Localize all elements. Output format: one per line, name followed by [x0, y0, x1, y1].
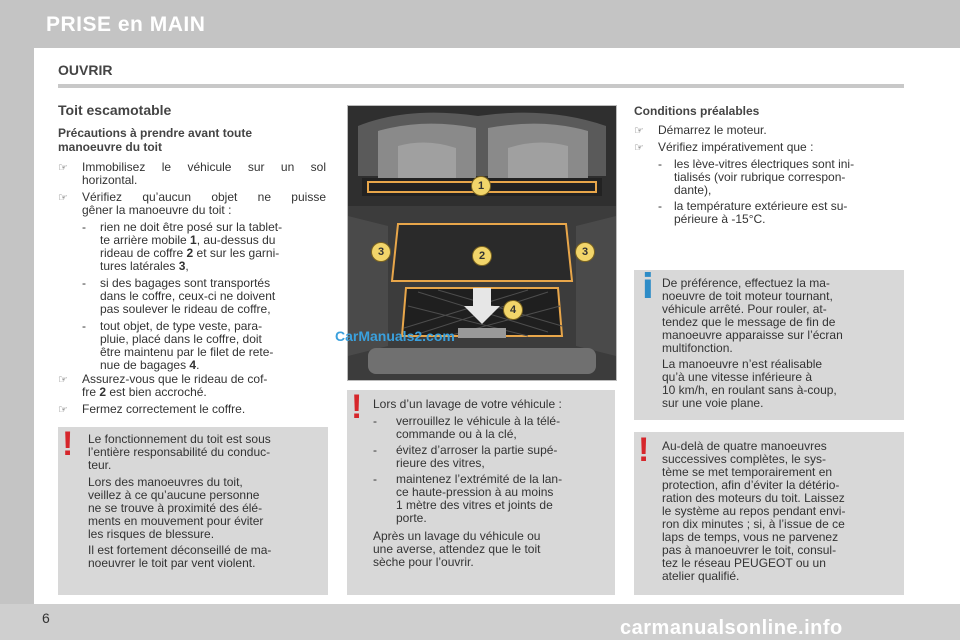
dash: -: [658, 199, 662, 213]
callout-3-left: 3: [371, 242, 391, 262]
hand-pointer-icon: ☞: [634, 125, 644, 137]
warning-left-p2: Lors des manoeuvres du toit, veillez à ce qu’aucune personne ne se trouve à proximité des élé- ments en mouvement pour éviter les risques de blessure.: [88, 475, 264, 541]
left-dash-1-line4: tures latérales 3,: [100, 259, 189, 273]
warning-mid-dash-1: verrouillez le véhicule à la télé- commande ou à la clé,: [396, 414, 561, 441]
section-divider: [58, 84, 904, 88]
dash: -: [373, 443, 377, 457]
hand-pointer-icon: ☞: [58, 192, 68, 204]
hand-pointer-icon: ☞: [58, 404, 68, 416]
left-subheading-line1: Précautions à prendre avant toute: [58, 126, 253, 140]
photo-watermark: CarManuals2.com: [335, 328, 455, 344]
warning-mid-intro: Lors d’un lavage de votre véhicule :: [373, 397, 562, 411]
right-heading: Conditions préalables: [634, 104, 760, 118]
right-dash-1: les lève-vitres électriques sont ini- tialisés (voir rubrique correspon- dante),: [674, 157, 855, 197]
dash: -: [82, 276, 86, 290]
hand-pointer-icon: ☞: [58, 374, 68, 386]
right-bullet-2: Vérifiez impérativement que :: [658, 140, 814, 154]
warning-mid-end: Après un lavage du véhicule ou une averse, attendez que le toit sèche pour l’ouvrir.: [373, 529, 541, 569]
page-number: 6: [42, 610, 50, 626]
section-title: OUVRIR: [58, 62, 113, 78]
exclamation-icon: !: [62, 425, 74, 463]
left-subheading-line2: manoeuvre du toit: [58, 140, 163, 154]
left-bullet-2-line1: Vérifiez qu’aucun objet ne puisse: [82, 190, 326, 204]
left-dash-3-line3: être maintenu par le filet de rete-: [100, 345, 274, 359]
warning-left-p3: Il est fortement déconseillé de ma- noeuvrer le toit par vent violent.: [88, 543, 272, 570]
left-dash-2-line2: dans le coffre, ceux-ci ne doivent: [100, 289, 276, 303]
left-dash-2-line3: pas soulever le rideau de coffre,: [100, 302, 271, 316]
callout-4: 4: [503, 300, 523, 320]
right-bullet-1: Démarrez le moteur.: [658, 123, 767, 137]
side-band: [0, 48, 34, 608]
callout-1: 1: [471, 176, 491, 196]
left-bullet-1-line1: Immobilisez le véhicule sur un sol: [82, 160, 326, 174]
left-dash-1-line1: rien ne doit être posé sur la tablet-: [100, 220, 283, 234]
dash: -: [373, 472, 377, 486]
info-p1: De préférence, effectuez la ma- noeuvre de toit moteur tournant, véhicule arrêté. Pour rouler, at- tendez que le message de fin de manoeuvre apparaisse sur l’écran multifonction.: [662, 276, 843, 355]
exclamation-icon: !: [638, 431, 650, 469]
warning-left-p1: Le fonctionnement du toit est sous l’entière responsabilité du conduc- teur.: [88, 432, 271, 472]
warning-right-p1: Au-delà de quatre manoeuvres successives complètes, le sys- tème se met temporairement en protection, afin d’éviter la détério- ration des moteurs du toit. Laissez le système au repos pendant envi- ron dix minutes ; si, à l’issue de ce laps de temps, vous ne parvenez pas à manoeuvrer le toit, consul- tez le réseau PEUGEOT ou un atelier qualifié.: [662, 439, 846, 583]
warning-mid-dash-2: évitez d’arroser la partie supé- rieure des vitres,: [396, 443, 558, 470]
info-icon: i: [642, 267, 654, 307]
dash: -: [658, 157, 662, 171]
footer-watermark: carmanualsonline.info: [620, 617, 843, 639]
left-dash-1-line2: te arrière mobile 1, au-dessus du: [100, 233, 276, 247]
callout-3-right: 3: [575, 242, 595, 262]
left-dash-1-line3: rideau de coffre 2 et sur les garni-: [100, 246, 280, 260]
dash: -: [82, 319, 86, 333]
callout-2: 2: [472, 246, 492, 266]
exclamation-icon: !: [351, 388, 363, 426]
left-bullet-3-line1: Assurez-vous que le rideau de cof-: [82, 372, 268, 386]
right-dash-2: la température extérieure est su- périeure à -15°C.: [674, 199, 848, 226]
hand-pointer-icon: ☞: [58, 162, 68, 174]
left-bullet-1-line2: horizontal.: [82, 173, 138, 187]
left-dash-3-line4: nue de bagages 4.: [100, 358, 200, 372]
left-bullet-3-line2: fre 2 est bien accroché.: [82, 385, 207, 399]
left-dash-2-line1: si des bagages sont transportés: [100, 276, 271, 290]
dash: -: [82, 220, 86, 234]
info-p2: La manoeuvre n’est réalisable qu’à une vitesse inférieure à 10 km/h, en roulant sans à-coup, sur une voie plane.: [662, 357, 837, 410]
left-dash-3-line2: pluie, placé dans le coffre, doit: [100, 332, 262, 346]
left-bullet-2-line2: gêner la manoeuvre du toit :: [82, 203, 232, 217]
page-title: PRISE en MAIN: [46, 13, 206, 36]
left-dash-3-line1: tout objet, de type veste, para-: [100, 319, 263, 333]
left-heading: Toit escamotable: [58, 102, 172, 118]
warning-mid-dash-3: maintenez l’extrémité de la lan- ce haute-pression à au moins 1 mètre des vitres et joints de porte.: [396, 472, 563, 525]
dash: -: [373, 414, 377, 428]
left-bullet-4: Fermez correctement le coffre.: [82, 402, 246, 416]
hand-pointer-icon: ☞: [634, 142, 644, 154]
